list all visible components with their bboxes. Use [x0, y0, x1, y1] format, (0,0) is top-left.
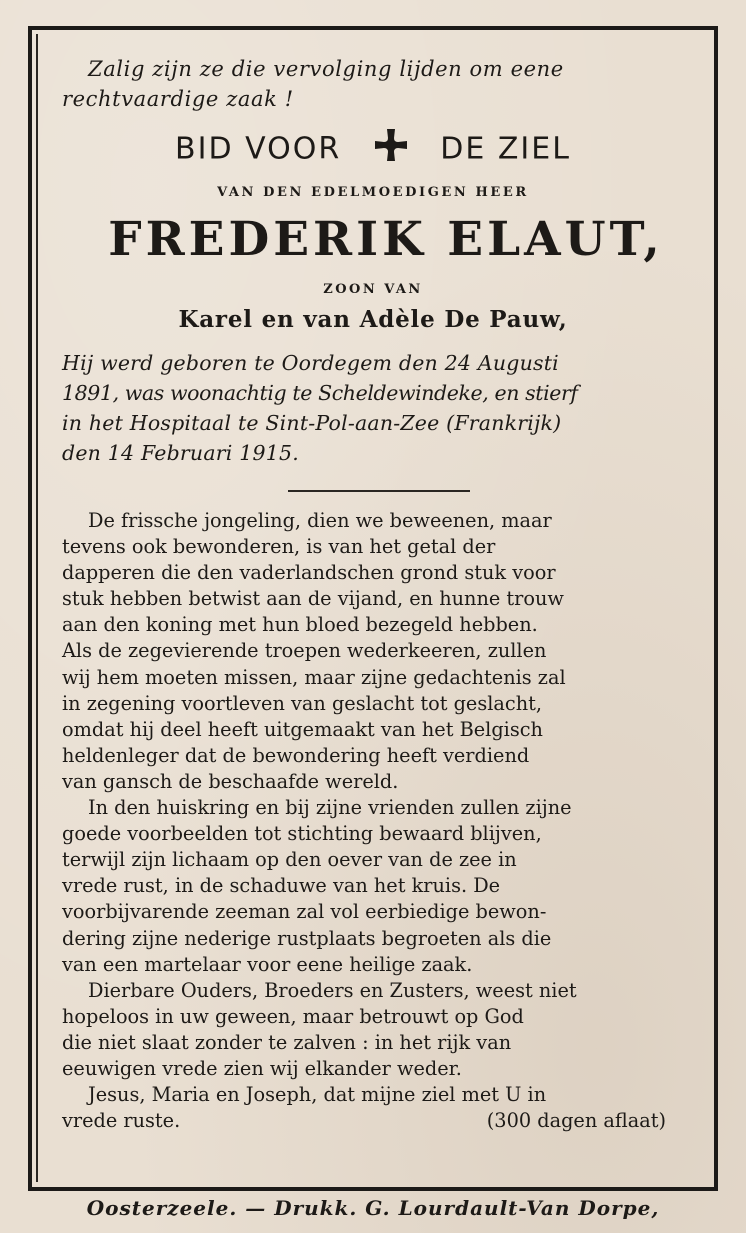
- body-text: [62, 508, 694, 1134]
- body-line: wij hem moeten missen, maar zijne gedachtenis zal: [62, 665, 566, 689]
- body-line: voorbijvarende zeeman zal vol eerbiedige bewon-: [62, 900, 547, 924]
- body-line: terwijl zijn lichaam op den oever van de zee in: [62, 848, 517, 872]
- body-line: omdat hij deel heeft uitgemaakt van het Belgisch: [62, 717, 543, 741]
- body-line: die niet slaat zonder te zalven : in het rijk van: [62, 1030, 512, 1054]
- bio-line: in het Hospitaal te Sint-Pol-aan-Zee (Frankrijk): [62, 411, 562, 435]
- closing-line: [62, 1108, 694, 1134]
- body-line: heldenleger dat de bewondering heeft verdiend: [62, 743, 530, 767]
- body-line: stuk hebben betwist aan de vijand, en hunne trouw: [62, 587, 564, 611]
- deceased-name: FREDERIK ELAUT,: [108, 212, 664, 267]
- body-line: in zegening voortleven van geslacht tot geslacht,: [62, 691, 542, 715]
- body-line: eeuwigen vrede zien wij elkander weder.: [62, 1056, 462, 1080]
- de-ziel-text: DE ZIEL: [440, 131, 571, 167]
- body-line: vrede rust, in de schaduwe van het kruis. De: [62, 874, 501, 898]
- closing-text: vrede ruste.: [62, 1109, 181, 1133]
- motto-line-2: rechtvaardige zaak !: [62, 87, 294, 111]
- body-line: Als de zegevierende troepen wederkeeren, zullen: [62, 639, 547, 663]
- inner-border-line: [36, 34, 38, 1182]
- body-line: hopeloos in uw geween, maar betrouwt op God: [62, 1004, 524, 1028]
- printer-imprint: Oosterzeele. — Drukk. G. Lourdault-Van Dorpe,: [86, 1196, 660, 1220]
- body-line: De frissche jongeling, dien we beweenen, maar: [88, 509, 552, 532]
- motto-line-1: Zalig zijn ze die vervolging lijden om eene: [88, 57, 564, 81]
- body-line: dering zijne nederige rustplaats begroeten als die: [62, 926, 552, 950]
- prayer-heading: [0, 128, 746, 172]
- bio-line: 1891, was woonachtig te Scheldewindeke, en stierf: [62, 381, 578, 405]
- indulgence-text: (300 dagen aflaat): [486, 1109, 666, 1133]
- body-line: tevens ook bewonderen, is van het getal der: [62, 535, 496, 559]
- bio-line: Hij werd geboren te Oordegem den 24 Augusti: [62, 351, 559, 375]
- body-line: aan den koning met hun bloed bezegeld hebben.: [62, 613, 538, 637]
- body-line: van gansch de beschaafde wereld.: [62, 769, 399, 793]
- biography: [62, 348, 690, 468]
- bid-voor-text: BID VOOR: [175, 131, 342, 167]
- body-line: dapperen die den vaderlandschen grond stuk voor: [62, 561, 556, 585]
- body-line: In den huiskring en bij zijne vrienden zullen zijne: [88, 796, 572, 820]
- body-line: Dierbare Ouders, Broeders en Zusters, weest niet: [88, 978, 577, 1002]
- parents-names: Karel en van Adèle De Pauw,: [178, 306, 568, 333]
- cross-pattee-icon: [373, 128, 409, 172]
- body-line: goede voorbeelden tot stichting bewaard blijven,: [62, 822, 542, 846]
- bio-line: den 14 Februari 1915.: [62, 441, 299, 465]
- zoon-van: ZOON VAN: [323, 282, 423, 297]
- motto: [62, 54, 682, 114]
- body-line: van een martelaar voor eene heilige zaak.: [62, 952, 473, 976]
- body-line: Jesus, Maria en Joseph, dat mijne ziel met U in: [88, 1083, 547, 1107]
- honorific: VAN DEN EDELMOEDIGEN HEER: [217, 185, 529, 200]
- separator-line: [288, 490, 470, 492]
